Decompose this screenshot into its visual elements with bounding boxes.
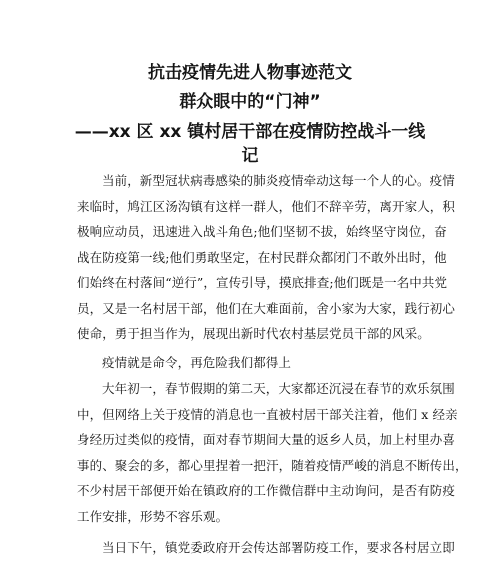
document-title: 抗击疫情先进人物事迹范文 bbox=[148, 63, 352, 83]
text-line: 大年初一，春节假期的第二天，大家都还沉浸在春节的欢乐氛围 bbox=[102, 381, 455, 396]
article-subtitle: ——xx 区 xx 镇村居干部在疫情防控战斗一线 bbox=[74, 122, 426, 142]
text-line: 疫情就是命令，再危险我们都得上 bbox=[102, 355, 292, 370]
text-line: 不少村居干部便开始在镇政府的工作微信群中主动询问，是否有防疫 bbox=[77, 483, 456, 498]
paragraph-body bbox=[77, 376, 468, 529]
text-line: 当前，新型冠状病毒感染的肺炎疫情牵动这每一个人的心。疫情 bbox=[102, 173, 455, 188]
text-line: 来临时，鸠江区汤沟镇有这样一群人，他们不辞辛劳，离开家人，积 bbox=[77, 198, 456, 214]
text-line: 身经历过类似的疫情，面对春节期间大量的返乡人员，加上村里办喜 bbox=[77, 432, 456, 447]
text-line: 们始终在村落间“逆行”，宣传引导，摸底排查;他们既是一名中共党 bbox=[77, 275, 448, 290]
text-line: 战在防疫第一线;他们勇敢坚定，在村民群众都闭门不敢外出时，他 bbox=[77, 249, 447, 265]
section-heading bbox=[77, 350, 437, 376]
text-line: 中，但网络上关于疫情的消息也一直被村居干部关注着，他们 x 经亲 bbox=[77, 406, 458, 422]
paragraph-intro bbox=[77, 168, 456, 347]
text-line: 当日下午，镇党委政府开会传达部署防疫工作，要求各村居立即 bbox=[102, 540, 455, 555]
text-line: 极响应动员，迅速进入战斗角色;他们坚韧不拔，始终坚守岗位，奋 bbox=[77, 224, 447, 239]
text-line: 使命，勇于担当作为，展现出新时代农村基层党员干部的风采。 bbox=[77, 326, 430, 341]
text-line: 工作安排，形势不容乐观。 bbox=[77, 508, 229, 524]
article-title: 群众眼中的“门神” bbox=[179, 92, 321, 112]
text-line: 员，又是一名村居干部，他们在大难面前，舍小家为大家，践行初心 bbox=[77, 300, 456, 316]
article-subtitle-continued: 记 bbox=[241, 146, 259, 166]
text-line: 事的、聚会的多，都心里捏着一把汗，随着疫情严峻的消息不断传出， bbox=[77, 457, 468, 473]
paragraph-body bbox=[77, 535, 455, 561]
